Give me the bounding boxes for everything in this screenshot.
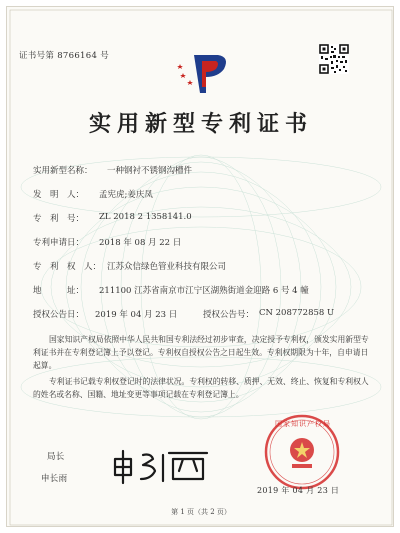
field-label-inventor: 发 明 人： (33, 190, 85, 200)
signature-name: 申长雨 (41, 474, 68, 484)
field-value-address: 211100 江苏省南京市江宁区湖熟街道金迎路 6 号 4 幢 (99, 286, 309, 296)
cert-number-suffix: 号 (100, 51, 110, 61)
field-value-patent-no: ZL 2018 2 1358141.0 (99, 212, 192, 222)
certificate-title: 实用新型专利证书 (88, 111, 313, 137)
field-value-grant-date: 2019 年 04 月 23 日 (95, 310, 178, 320)
field-value-inventor: 孟宪虎;姜庆凤 (99, 190, 153, 200)
cnipa-logo-icon (172, 47, 232, 97)
paragraph-legal-status: 专利证书记载专利权登记时的法律状况。专利权的转移、质押、无效、终止、恢复和专利权人的姓名或名称、国籍、地址变更等事项记载在专利登记簿上。 (33, 377, 369, 399)
cert-number (19, 49, 109, 61)
handwritten-signature (107, 445, 217, 485)
field-label-patent-no: 专 利 号： (33, 214, 85, 224)
seal-text: 国家知识产权局 (275, 420, 331, 428)
certificate-sheet (6, 6, 394, 527)
field-value-patentee: 江苏众信绿色管业科技有限公司 (107, 262, 227, 272)
cert-number-value: 8766164 (57, 51, 98, 61)
field-value-grant-pub-no: CN 208772858 U (259, 308, 335, 318)
field-value-application-date: 2018 年 08 月 22 日 (99, 238, 182, 248)
page-footer: 第 1 页（共 2 页） (171, 508, 231, 516)
cert-number-label: 证书号第 (19, 51, 55, 61)
field-label-grant-pub-no: 授权公告号： (203, 310, 255, 320)
field-label-application-date: 专利申请日： (33, 238, 85, 248)
field-label-address: 地 址： (33, 286, 85, 296)
signature-title: 局长 (47, 452, 65, 462)
paragraph-grant-statement: 国家知识产权局依照中华人民共和国专利法经过初步审查，决定授予专利权，颁发实用新型专利证书并在专利登记簿上予以登记。专利权自授权公告之日起生效。专利权期限为十年，自申请日起算。 (33, 335, 369, 370)
qr-code-icon (319, 44, 349, 74)
field-label-patentee: 专 利 权 人： (33, 262, 102, 272)
field-label-name: 实用新型名称： (33, 166, 93, 176)
field-value-name: 一种钢衬不锈钢沟槽件 (107, 166, 193, 176)
field-label-grant-date: 授权公告日： (33, 310, 85, 320)
seal-date: 2019 年 04 月 23 日 (257, 486, 340, 495)
